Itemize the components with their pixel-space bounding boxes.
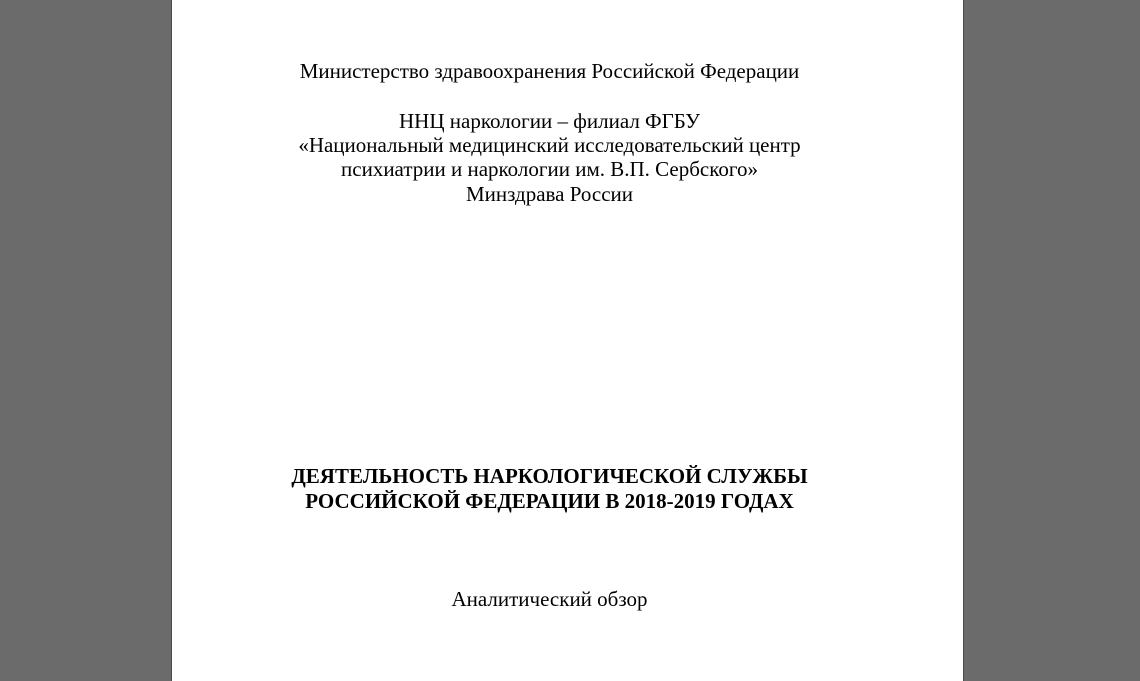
document-title-line-2: РОССИЙСКОЙ ФЕДЕРАЦИИ В 2018-2019 ГОДАХ [305,489,794,513]
document-page [171,0,964,681]
institution-line-3: психиатрии и наркологии им. В.П. Сербского» [341,157,758,181]
institution-line-4: Минздрава России [465,182,634,206]
institution-line-1: ННЦ наркологии – филиал ФГБУ [399,109,700,133]
document-subtitle: Аналитический обзор [451,587,648,611]
ministry-name: Министерство здравоохранения Российской Федерации [299,59,800,83]
institution-line-2: «Национальный медицинский исследовательский центр [298,133,801,157]
document-title-line-1: ДЕЯТЕЛЬНОСТЬ НАРКОЛОГИЧЕСКОЙ СЛУЖБЫ [291,464,808,488]
